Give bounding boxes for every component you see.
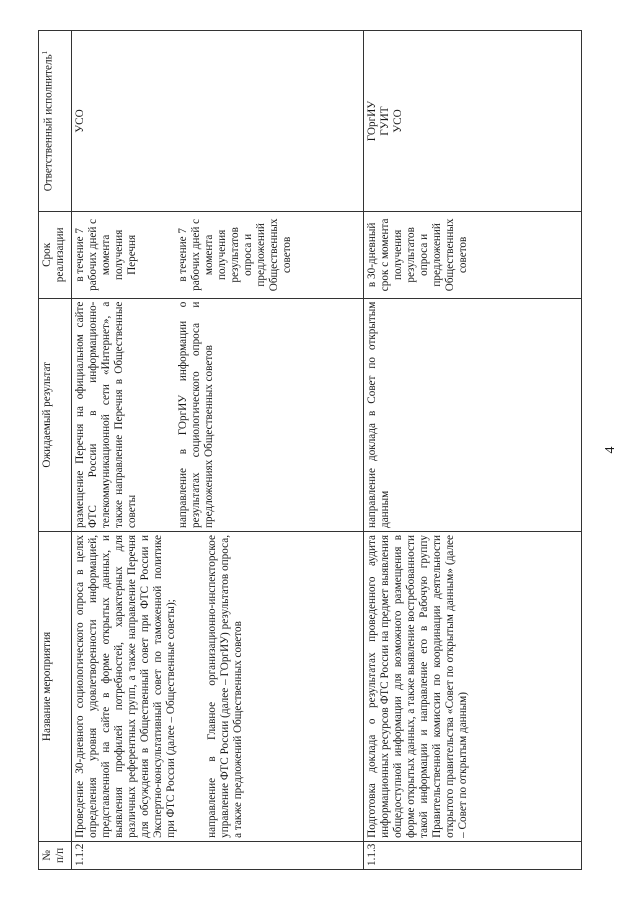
header-executor-label: Ответственный исполнитель bbox=[42, 54, 55, 192]
header-executor bbox=[39, 31, 72, 212]
result-cell bbox=[72, 298, 364, 531]
table-header-row bbox=[39, 31, 72, 870]
executor-cell: УСО bbox=[72, 31, 364, 212]
executor-line: ГОргИУ bbox=[366, 100, 378, 142]
measures-table bbox=[38, 30, 582, 870]
header-term: Срок реализации bbox=[39, 212, 72, 299]
result-cell: направление доклада в Совет по открытым данным bbox=[364, 298, 582, 531]
term-part-2: в течение 7 рабочих дней с момента получения результатов опроса и предложений Общественных советов bbox=[176, 218, 293, 292]
measure-name-part-1: Проведение 30-дневного социологического опроса в целях определения уровня удовлетворенности информацией, представленной на сайте в форме открытых данных, и выявления профилей потребностей, характерных для различных референтных групп, а также направление Перечня для обсуждения в Общественный совет при ФТС России и Экспертно-консультативный совет по таможенной политике при ФТС России (далее – Общественные советы); bbox=[74, 535, 177, 838]
header-num: № п/п bbox=[39, 841, 72, 869]
table-row bbox=[72, 31, 364, 870]
measure-name-part-2: направление в Главное организационно-инспекторское управление ФТС России (далее – ГОргИУ) результатов опроса, а также предложений Общественных советов bbox=[205, 535, 244, 838]
measure-name-cell bbox=[72, 532, 364, 842]
header-result: Ожидаемый результат bbox=[39, 298, 72, 531]
term-part-1: в течение 7 рабочих дней с момента получения Перечня bbox=[74, 218, 138, 291]
result-part-1: размещение Перечня на официальном сайте ФТС России в информационно-телекоммуникационной сети «Интернет», а также направление Перечня в Общественные советы bbox=[74, 301, 138, 528]
term-cell: в 30-дневный срок с момента получения результатов опроса и предложений Общественных советов bbox=[364, 212, 582, 299]
table-row bbox=[364, 31, 582, 870]
header-name: Название мероприятия bbox=[39, 532, 72, 842]
measure-name-cell: Подготовка доклада о результатах проведенного аудита информационных ресурсов ФТС России на предмет выявления общедоступной информации для возможного размещения в форме открытых данных, а также выявление востребованности такой информации и направление его в Рабочую группу Правительственной комиссии по координации деятельности открытого правительства «Совет по открытым данным» (далее – Совет по открытым данным) bbox=[364, 532, 582, 842]
page-number: 4 bbox=[603, 446, 618, 454]
term-cell bbox=[72, 212, 364, 299]
executor-line: УСО bbox=[391, 109, 404, 133]
rotated-page bbox=[38, 30, 624, 870]
footnote-mark: 1 bbox=[41, 50, 49, 55]
executor-line: ГУИТ bbox=[378, 106, 391, 136]
result-part-2: направление в ГОргИУ информации о результатах социологического опроса и предложениях Общественных советов bbox=[176, 301, 215, 528]
row-number: 1.1.3 bbox=[364, 841, 582, 869]
row-number: 1.1.2 bbox=[72, 841, 364, 869]
executor-cell bbox=[364, 31, 582, 212]
